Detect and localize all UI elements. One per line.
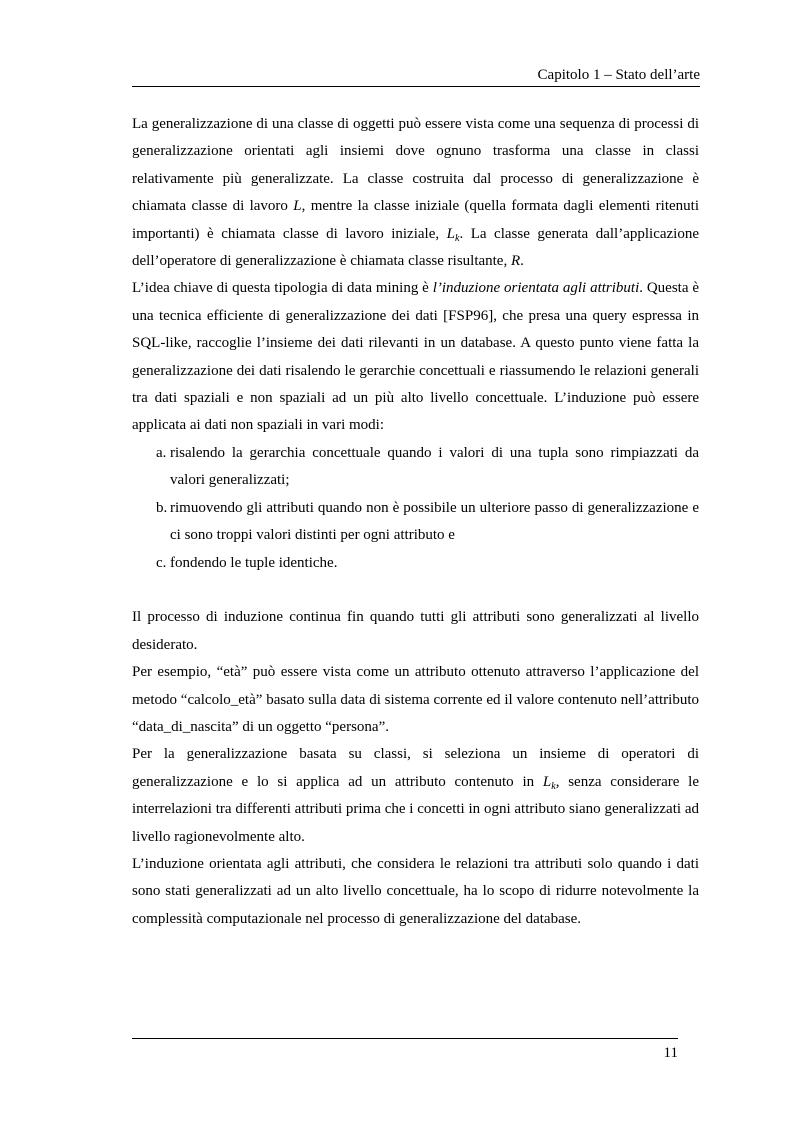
header-divider (132, 86, 700, 87)
paragraph-5 (132, 741, 699, 851)
p1-text-1: La generalizzazione di una classe di oggetti può essere vista come una sequenza di processi di generalizzazione orientati agli insiemi dove ognuno trasforma una classe in classi relativamente più generalizzate. La classe costruita dal processo di generalizzazione è chiamata classe di lavoro (132, 116, 699, 215)
p1-text-2: , mentre la classe iniziale (quella formata dagli elementi ritenuti importanti) è chiamata classe di lavoro iniziale, (132, 198, 699, 242)
p5-symbol-Lk: $L_k$ (542, 773, 556, 792)
page-body (132, 111, 699, 933)
p1-symbol-Lk: $L_k$ (446, 225, 460, 244)
paragraph-2 (132, 275, 699, 439)
list-item-text: rimuovendo gli attributi quando non è possibile un ulteriore passo di generalizzazione e ci sono troppi valori distinti per ogni attributo e (170, 499, 699, 544)
methods-list (132, 440, 699, 577)
list-item-text: risalendo la gerarchia concettuale quando i valori di una tupla sono rimpiazzati da valori generalizzati; (170, 444, 699, 489)
p2-text-2: . Questa è una tecnica efficiente di generalizzazione dei dati [FSP96], che presa una query espressa in SQL-like, raccoglie l’insieme dei dati rilevanti in un database. A questo punto viene fatta la generalizzazione dei dati risalendo le gerarchie concettuali e riassumendo le relazioni generali tra dati spaziali e non spaziali ad un più alto livello concettuale. L’induzione può essere applicata ai dati non spaziali in vari modi: (132, 280, 700, 434)
paragraph-6: L’induzione orientata agli attributi, che considera le relazioni tra attributi solo quando i dati sono stati generalizzati ad un alto livello concettuale, ha lo scopo di ridurre notevolmente la complessità computazionale nel processo di generalizzazione del database. (132, 855, 699, 927)
list-item-text: fondendo le tuple identiche. (170, 554, 338, 571)
paragraph-3: Il processo di induzione continua fin quando tutti gli attributi sono generalizzati al livello desiderato. (132, 609, 699, 653)
p1-symbol-L: L (293, 198, 302, 215)
p5-text-2: , senza considerare le interrelazioni tra differenti attributi prima che i concetti in ogni attributo siano generalizzati ad livello ragionevolmente alto. (132, 773, 700, 845)
list-item (132, 440, 699, 495)
list-marker: b. (156, 499, 168, 516)
list-marker: c. (156, 554, 167, 571)
p1-text-4: . (520, 253, 524, 270)
p2-emphasis: l’induzione orientata agli attributi (432, 280, 640, 297)
blank-line (132, 577, 699, 604)
p1-text-3: . La classe generata dall’applicazione dell’operatore di generalizzazione è chiamata classe risultante, (132, 225, 699, 270)
p2-text-1: L’idea chiave di questa tipologia di data mining è (132, 280, 433, 297)
paragraph-4: Per esempio, “età” può essere vista come un attributo ottenuto attraverso l’applicazione del metodo “calcolo_età” basato sulla data di sistema corrente ed il valore contenuto nell’attributo “data_di_nascita” di un oggetto “persona”. (132, 664, 699, 735)
page-number: 11 (663, 1045, 678, 1061)
running-header: Capitolo 1 – Stato dell’arte (537, 67, 700, 83)
p5-text-1: Per la generalizzazione basata su classi, si seleziona un insieme di operatori di generalizzazione e lo si applica ad un attributo contenuto in (132, 746, 699, 790)
footer-divider (132, 1038, 678, 1039)
list-item (132, 495, 699, 550)
list-marker: a. (156, 444, 167, 461)
p1-symbol-R: R (510, 253, 521, 270)
paragraph-1 (132, 111, 699, 275)
list-item (132, 550, 699, 577)
